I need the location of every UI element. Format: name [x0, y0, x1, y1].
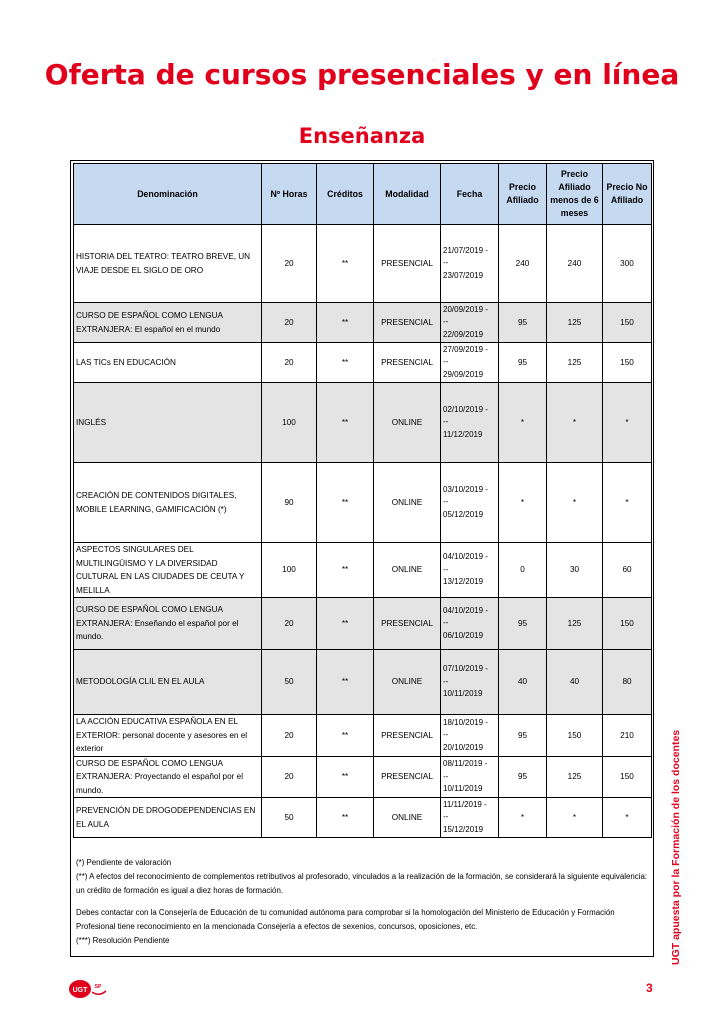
course-name: METODOLOGÍA CLIL EN EL AULA: [74, 650, 262, 715]
footnote-resolution: (***) Resolución Pendiente: [76, 936, 170, 945]
date-end: 05/12/2019: [443, 509, 484, 519]
course-hours: 20: [262, 225, 317, 303]
date-end: 23/07/2019: [443, 270, 484, 280]
course-price-member: 95: [499, 303, 547, 343]
course-hours: 50: [262, 650, 317, 715]
course-date: [441, 715, 499, 757]
ugt-logo-icon: [68, 978, 108, 1000]
course-name: LAS TICs EN EDUCACIÓN: [74, 343, 262, 383]
course-mode: ONLINE: [374, 798, 441, 838]
section-subtitle: Enseñanza: [298, 124, 426, 148]
course-price-new-member: 125: [547, 756, 603, 798]
course-name: ASPECTOS SINGULARES DEL MULTILINGÜISMO Y LA DIVERSIDAD CULTURAL EN LAS CIUDADES DE CEUTA Y MELILLA: [74, 543, 262, 598]
page-number: 3: [646, 981, 653, 995]
table-row: [74, 383, 652, 463]
course-price-member: 95: [499, 756, 547, 798]
date-separator: --: [443, 317, 449, 327]
course-price-member: *: [499, 798, 547, 838]
footnotes: [76, 856, 651, 948]
course-price-new-member: 125: [547, 598, 603, 650]
table-row: [74, 650, 652, 715]
course-hours: 90: [262, 463, 317, 543]
date-separator: --: [443, 812, 449, 822]
side-slogan: UGT apuesta por la Formación de los docentes: [670, 729, 682, 965]
course-price-non-member: 300: [603, 225, 652, 303]
date-end: 15/12/2019: [443, 824, 484, 834]
col-header-creditos: Créditos: [317, 164, 374, 225]
course-name: LA ACCIÓN EDUCATIVA ESPAÑOLA EN EL EXTERIOR: personal docente y asesores en el exterior: [74, 715, 262, 757]
course-hours: 20: [262, 598, 317, 650]
date-separator: --: [443, 497, 449, 507]
course-credits: **: [317, 225, 374, 303]
course-price-non-member: 150: [603, 343, 652, 383]
course-hours: 20: [262, 756, 317, 798]
footnote-consejeria: Debes contactar con la Consejería de Educación de tu comunidad autónoma para comprobar si la homologación del Ministerio de Educación y Formación Profesional tiene reconocimiento en la mencionada Consejería a efectos de sexenios, concursos, oposiciones, etc.: [76, 908, 615, 931]
footnote-credits: (**) A efectos del reconocimiento de complementos retributivos al profesorado, vinculados a la realización de la formación, se considerará la siguiente equivalencia: un crédito de formación es igual a diez horas de formación.: [76, 872, 648, 895]
table-row: [74, 598, 652, 650]
col-header-fecha: Fecha: [441, 164, 499, 225]
course-price-new-member: *: [547, 383, 603, 463]
date-start: 11/11/2019 -: [443, 799, 487, 809]
course-price-non-member: 60: [603, 543, 652, 598]
table-row: [74, 798, 652, 838]
course-price-new-member: *: [547, 463, 603, 543]
course-date: [441, 225, 499, 303]
course-price-member: 95: [499, 715, 547, 757]
course-price-member: 95: [499, 598, 547, 650]
course-hours: 100: [262, 383, 317, 463]
date-start: 20/09/2019 -: [443, 304, 488, 314]
col-header-denominacion: Denominación: [74, 164, 262, 225]
date-start: 27/09/2019 -: [443, 344, 488, 354]
course-price-new-member: 40: [547, 650, 603, 715]
course-credits: **: [317, 756, 374, 798]
course-price-new-member: *: [547, 798, 603, 838]
course-price-new-member: 125: [547, 303, 603, 343]
date-separator: --: [443, 676, 449, 686]
course-mode: ONLINE: [374, 463, 441, 543]
course-price-new-member: 240: [547, 225, 603, 303]
logo-text: UGT: [72, 987, 88, 994]
course-price-new-member: 30: [547, 543, 603, 598]
course-credits: **: [317, 650, 374, 715]
course-hours: 20: [262, 303, 317, 343]
table-row: [74, 463, 652, 543]
course-date: [441, 383, 499, 463]
course-name: CURSO DE ESPAÑOL COMO LENGUA EXTRANJERA: Enseñando el español por el mundo.: [74, 598, 262, 650]
course-credits: **: [317, 715, 374, 757]
date-start: 07/10/2019 -: [443, 664, 488, 674]
col-header-precio-no-afiliado: Precio No Afiliado: [603, 164, 652, 225]
date-end: 11/12/2019: [443, 429, 483, 439]
date-separator: --: [443, 357, 449, 367]
course-credits: **: [317, 798, 374, 838]
course-name: INGLÉS: [74, 383, 262, 463]
course-credits: **: [317, 598, 374, 650]
courses-table: [73, 163, 652, 838]
table-row: [74, 543, 652, 598]
date-separator: --: [443, 417, 449, 427]
col-header-modalidad: Modalidad: [374, 164, 441, 225]
course-credits: **: [317, 543, 374, 598]
course-credits: **: [317, 343, 374, 383]
footnote-pending: (*) Pendiente de valoración: [76, 858, 172, 867]
date-end: 10/11/2019: [443, 784, 483, 793]
course-hours: 50: [262, 798, 317, 838]
course-credits: **: [317, 303, 374, 343]
table-row: [74, 715, 652, 757]
course-name: HISTORIA DEL TEATRO: TEATRO BREVE, UN VIAJE DESDE EL SIGLO DE ORO: [74, 225, 262, 303]
date-start: 04/10/2019 -: [443, 552, 488, 562]
table-row: [74, 756, 652, 798]
course-mode: PRESENCIAL: [374, 598, 441, 650]
table-row: [74, 303, 652, 343]
course-price-non-member: 80: [603, 650, 652, 715]
course-mode: PRESENCIAL: [374, 715, 441, 757]
course-date: [441, 798, 499, 838]
col-header-horas: Nº Horas: [262, 164, 317, 225]
course-price-member: 40: [499, 650, 547, 715]
col-header-precio-afiliado: Precio Afiliado: [499, 164, 547, 225]
course-price-non-member: 150: [603, 756, 652, 798]
table-header-row: [74, 164, 652, 225]
course-mode: PRESENCIAL: [374, 303, 441, 343]
date-end: 06/10/2019: [443, 630, 484, 640]
table-row: [74, 343, 652, 383]
course-price-member: 0: [499, 543, 547, 598]
date-start: 18/10/2019 -: [443, 717, 488, 727]
course-name: PREVENCIÓN DE DROGODEPENDENCIAS EN EL AULA: [74, 798, 262, 838]
course-mode: ONLINE: [374, 543, 441, 598]
course-name: CURSO DE ESPAÑOL COMO LENGUA EXTRANJERA: El español en el mundo: [74, 303, 262, 343]
course-date: [441, 598, 499, 650]
course-mode: ONLINE: [374, 650, 441, 715]
course-price-member: *: [499, 463, 547, 543]
course-date: [441, 463, 499, 543]
course-mode: ONLINE: [374, 383, 441, 463]
page-title: Oferta de cursos presenciales y en línea: [44, 58, 680, 91]
date-separator: --: [443, 258, 449, 268]
course-mode: PRESENCIAL: [374, 756, 441, 798]
course-price-non-member: 150: [603, 303, 652, 343]
date-end: 22/09/2019: [443, 329, 484, 339]
course-hours: 100: [262, 543, 317, 598]
course-credits: **: [317, 383, 374, 463]
course-price-member: 240: [499, 225, 547, 303]
course-price-non-member: *: [603, 798, 652, 838]
date-start: 04/10/2019 -: [443, 605, 488, 615]
date-separator: --: [443, 771, 449, 781]
date-start: 21/07/2019 -: [443, 245, 488, 255]
course-price-member: *: [499, 383, 547, 463]
course-price-new-member: 125: [547, 343, 603, 383]
date-end: 20/10/2019: [443, 742, 484, 752]
course-mode: PRESENCIAL: [374, 343, 441, 383]
logo-subtext: SP: [94, 984, 102, 990]
course-name: CREACIÓN DE CONTENIDOS DIGITALES, MOBILE LEARNING, GAMIFICACIÓN (*): [74, 463, 262, 543]
course-credits: **: [317, 463, 374, 543]
course-price-non-member: 210: [603, 715, 652, 757]
course-date: [441, 650, 499, 715]
course-hours: 20: [262, 715, 317, 757]
course-mode: PRESENCIAL: [374, 225, 441, 303]
col-header-precio-afiliado-reciente: Precio Afiliado menos de 6 meses: [547, 164, 603, 225]
table-row: [74, 225, 652, 303]
course-price-new-member: 150: [547, 715, 603, 757]
date-start: 03/10/2019 -: [443, 484, 488, 494]
course-date: [441, 343, 499, 383]
date-separator: --: [443, 618, 449, 628]
date-end: 10/11/2019: [443, 689, 483, 699]
course-date: [441, 543, 499, 598]
course-price-member: 95: [499, 343, 547, 383]
date-separator: --: [443, 564, 449, 574]
course-name: CURSO DE ESPAÑOL COMO LENGUA EXTRANJERA: Proyectando el español por el mundo.: [74, 756, 262, 798]
date-end: 29/09/2019: [443, 369, 484, 379]
course-date: [441, 756, 499, 798]
date-start: 08/11/2019 -: [443, 759, 488, 768]
course-price-non-member: *: [603, 383, 652, 463]
course-price-non-member: 150: [603, 598, 652, 650]
date-start: 02/10/2019 -: [443, 404, 488, 414]
date-separator: --: [443, 730, 449, 739]
date-end: 13/12/2019: [443, 577, 484, 587]
course-hours: 20: [262, 343, 317, 383]
course-price-non-member: *: [603, 463, 652, 543]
course-date: [441, 303, 499, 343]
